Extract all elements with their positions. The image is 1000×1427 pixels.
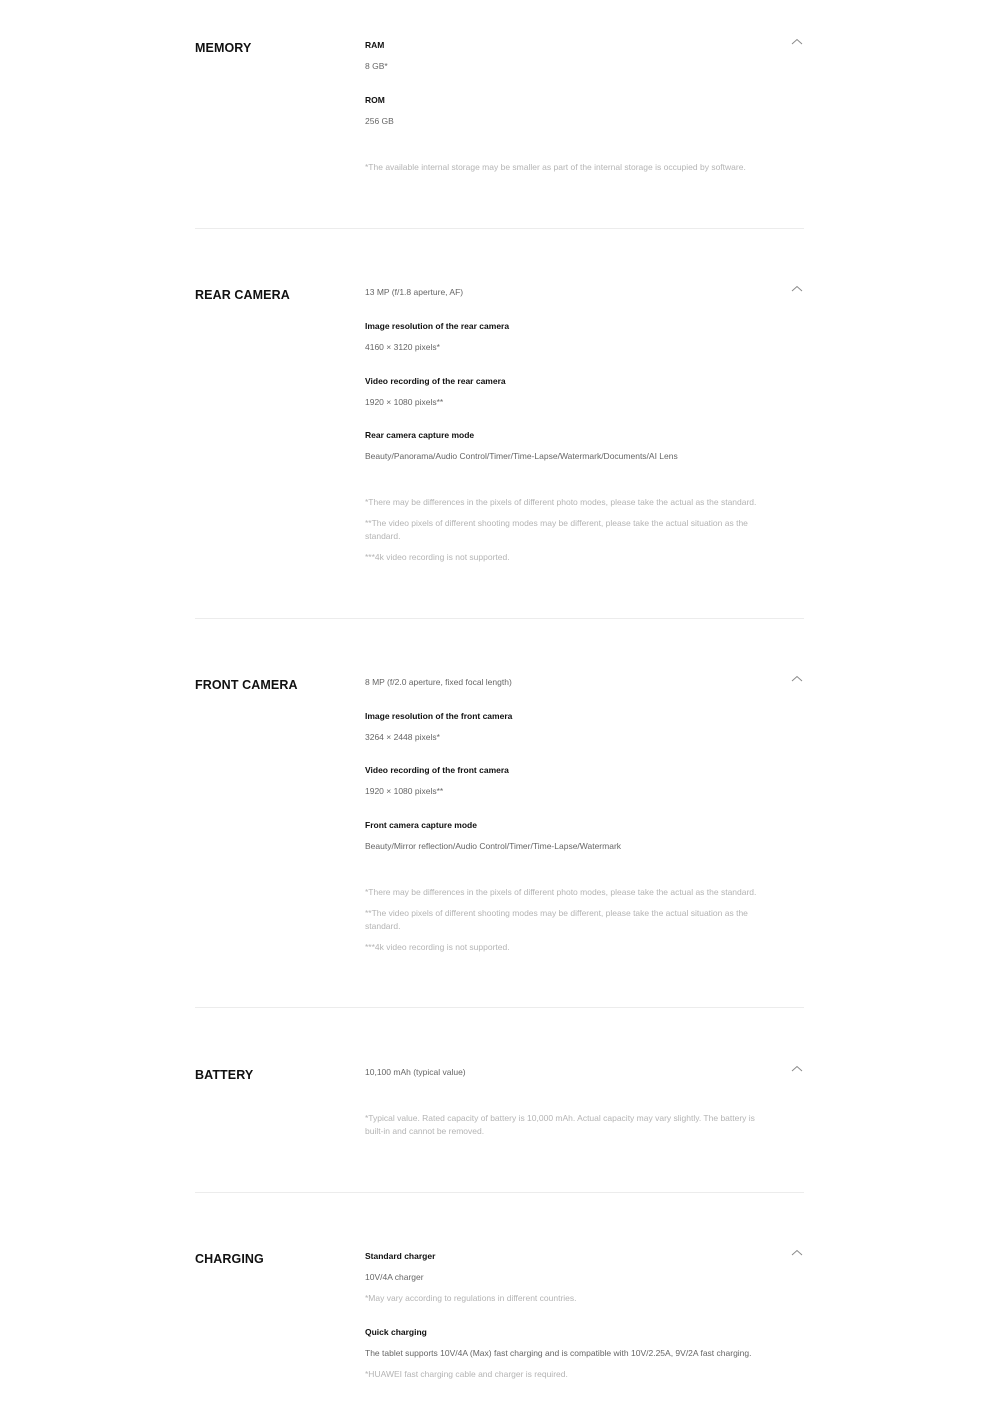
quick-charging-footnote: *HUAWEI fast charging cable and charger is required. xyxy=(365,1369,568,1379)
front-mode-label: Front camera capture mode xyxy=(365,820,477,830)
rear-video-value: 1920 × 1080 pixels** xyxy=(365,397,444,407)
front-footnote-1: *There may be differences in the pixels of different photo modes, please take the actual as the standard. xyxy=(365,887,757,897)
rear-footnote-1: *There may be differences in the pixels of different photo modes, please take the actual as the standard. xyxy=(365,497,757,507)
ram-label: RAM xyxy=(365,40,385,50)
front-footnote-3: ***4k video recording is not supported. xyxy=(365,942,510,952)
front-mode-value: Beauty/Mirror reflection/Audio Control/Timer/Time-Lapse/Watermark xyxy=(365,841,622,851)
section-title-front-camera: FRONT CAMERA xyxy=(195,678,298,692)
battery-footnote: *Typical value. Rated capacity of battery is 10,000 mAh. Actual capacity may vary slightly. The battery is built-in and cannot be removed. xyxy=(365,1113,755,1136)
front-video-value: 1920 × 1080 pixels** xyxy=(365,786,444,796)
front-resolution-value: 3264 × 2448 pixels* xyxy=(365,732,440,742)
standard-charger-footnote: *May vary according to regulations in different countries. xyxy=(365,1293,577,1303)
quick-charging-value: The tablet supports 10V/4A (Max) fast charging and is compatible with 10V/2.25A, 9V/2A fast charging. xyxy=(365,1348,752,1358)
front-resolution-label: Image resolution of the front camera xyxy=(365,711,513,721)
front-footnote-2: **The video pixels of different shooting modes may be different, please take the actual situation as the standard. xyxy=(365,908,748,931)
section-title-rear-camera: REAR CAMERA xyxy=(195,288,290,302)
rear-video-label: Video recording of the rear camera xyxy=(365,376,506,386)
battery-summary: 10,100 mAh (typical value) xyxy=(365,1067,466,1077)
standard-charger-label: Standard charger xyxy=(365,1251,436,1261)
rear-footnote-3: ***4k video recording is not supported. xyxy=(365,552,510,562)
section-title-battery: BATTERY xyxy=(195,1068,254,1082)
section-title-charging: CHARGING xyxy=(195,1252,264,1266)
front-camera-summary: 8 MP (f/2.0 aperture, fixed focal length) xyxy=(365,677,512,687)
ram-value: 8 GB* xyxy=(365,61,388,71)
memory-footnote: *The available internal storage may be smaller as part of the internal storage is occupied by software. xyxy=(365,162,746,172)
section-charging xyxy=(195,0,804,1427)
front-video-label: Video recording of the front camera xyxy=(365,765,509,775)
rear-resolution-label: Image resolution of the rear camera xyxy=(365,321,510,331)
rom-label: ROM xyxy=(365,95,385,105)
rear-camera-summary: 13 MP (f/1.8 aperture, AF) xyxy=(365,287,464,297)
rom-value: 256 GB xyxy=(365,116,394,126)
rear-footnote-2: **The video pixels of different shooting modes may be different, please take the actual situation as the standard. xyxy=(365,518,748,541)
rear-mode-label: Rear camera capture mode xyxy=(365,430,475,440)
chevron-up-icon[interactable] xyxy=(790,1248,804,1258)
rear-resolution-value: 4160 × 3120 pixels* xyxy=(365,342,440,352)
section-title-memory: MEMORY xyxy=(195,41,252,55)
quick-charging-label: Quick charging xyxy=(365,1327,427,1337)
rear-mode-value: Beauty/Panorama/Audio Control/Timer/Time-Lapse/Watermark/Documents/AI Lens xyxy=(365,451,678,461)
standard-charger-value: 10V/4A charger xyxy=(365,1272,424,1282)
